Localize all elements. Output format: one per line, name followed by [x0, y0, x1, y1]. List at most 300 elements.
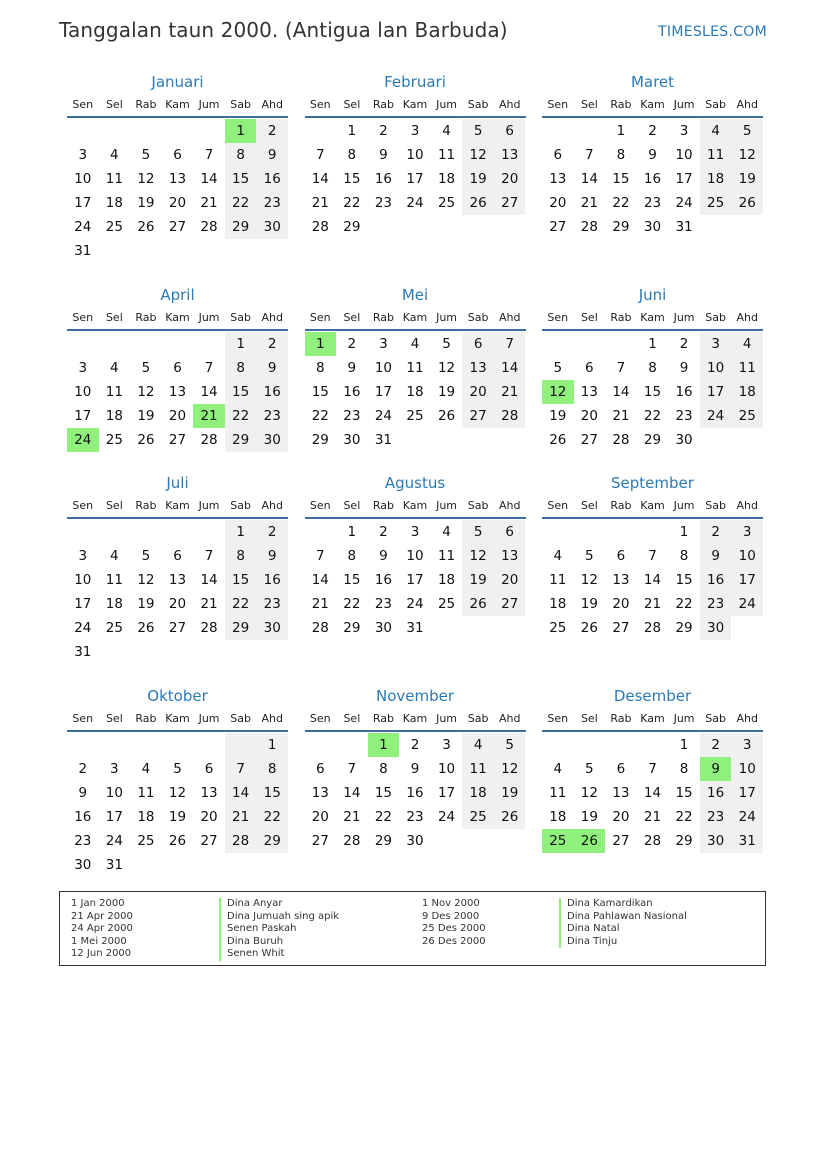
day-cell: 20: [168, 408, 187, 424]
weekday-label: Sen: [72, 499, 94, 512]
empty-cell: [130, 733, 162, 757]
weekday-label: Jum: [673, 712, 695, 725]
day-cell: 25: [406, 408, 424, 424]
weekday-label: Kam: [640, 712, 665, 725]
weekday-label: Kam: [402, 311, 428, 324]
weekday-label: Jum: [198, 98, 220, 111]
holiday-name: Senen Whit: [219, 948, 339, 961]
day-cell: 27: [168, 432, 187, 448]
day-cell: 11: [700, 143, 732, 167]
weekday-header: [67, 94, 288, 118]
day-cell: 12: [168, 785, 187, 801]
weekday-label: Jum: [198, 311, 220, 324]
day-cell: 3: [110, 761, 119, 777]
day-cell: 19: [462, 568, 494, 592]
day-cell: 21: [494, 380, 526, 404]
empty-cell: [542, 520, 574, 544]
month-desember: [542, 684, 763, 877]
month-mei: [305, 283, 526, 452]
brand-link[interactable]: TIMESLES.COM: [658, 24, 767, 40]
holiday-date: 24 Apr 2000: [71, 923, 133, 934]
day-cell: 28: [200, 432, 218, 448]
month-name: April: [160, 286, 195, 304]
day-cell: 27: [200, 833, 218, 849]
day-cell: 20: [168, 596, 187, 612]
day-cell: 24: [67, 428, 99, 452]
day-cell: 29: [256, 829, 288, 853]
empty-cell: [130, 119, 162, 143]
day-cell: 29: [675, 620, 693, 636]
empty-cell: [399, 215, 431, 239]
empty-cell: [574, 520, 606, 544]
day-cell: 17: [374, 384, 393, 400]
day-cell: 17: [74, 195, 92, 211]
weekday-header: [542, 708, 763, 732]
empty-cell: [130, 520, 162, 544]
day-cell: 11: [105, 384, 123, 400]
day-cell: 29: [225, 215, 257, 239]
day-cell: 13: [494, 544, 526, 568]
weekday-label: Ahd: [498, 311, 521, 324]
day-cell: 25: [105, 432, 123, 448]
empty-cell: [605, 520, 637, 544]
day-cell: 20: [612, 809, 630, 825]
day-cell: 26: [437, 408, 456, 424]
weekday-label: Kam: [165, 311, 190, 324]
day-cell: 5: [585, 548, 594, 564]
weekday-label: Rab: [135, 311, 157, 324]
day-cell: 13: [549, 171, 567, 187]
day-cell: 10: [406, 147, 424, 163]
day-cell: 2: [78, 761, 88, 777]
day-cell: 26: [494, 805, 526, 829]
day-cell: 21: [643, 596, 662, 612]
empty-cell: [431, 829, 463, 853]
empty-cell: [462, 215, 494, 239]
day-cell: 31: [374, 432, 393, 448]
weekday-label: Rab: [372, 499, 394, 512]
day-cell: 2: [700, 733, 732, 757]
day-cell: 7: [616, 360, 626, 376]
day-cell: 15: [311, 384, 329, 400]
day-cell: 11: [437, 548, 456, 564]
empty-cell: [494, 215, 526, 239]
empty-cell: [193, 640, 225, 664]
day-cell: 12: [494, 757, 526, 781]
empty-cell: [256, 640, 288, 664]
day-cell: 13: [168, 572, 187, 588]
weekday-header: [67, 307, 288, 331]
weekday-label: Sel: [580, 311, 598, 324]
day-cell: 20: [612, 596, 630, 612]
day-cell: 13: [494, 143, 526, 167]
day-cell: 8: [256, 757, 288, 781]
day-cell: 3: [700, 332, 732, 356]
day-cell: 8: [347, 548, 357, 564]
day-cell: 18: [462, 781, 494, 805]
day-grid: [305, 119, 526, 239]
empty-cell: [67, 520, 99, 544]
empty-cell: [67, 119, 99, 143]
weekday-label: Jum: [436, 311, 458, 324]
day-cell: 20: [200, 809, 218, 825]
weekday-label: Sel: [343, 311, 361, 324]
weekday-label: Sab: [705, 499, 726, 512]
day-cell: 1: [679, 737, 689, 753]
weekday-header: [542, 307, 763, 331]
day-cell: 22: [256, 805, 288, 829]
day-cell: 12: [580, 572, 598, 588]
weekday-label: Sen: [309, 499, 331, 512]
weekday-label: Sen: [547, 98, 569, 111]
day-cell: 15: [225, 568, 257, 592]
day-cell: 28: [311, 620, 329, 636]
day-cell: 26: [462, 191, 494, 215]
day-cell: 18: [105, 408, 123, 424]
day-cell: 7: [648, 548, 657, 564]
day-cell: 2: [347, 336, 357, 352]
day-cell: 18: [105, 596, 123, 612]
holiday-date: 9 Des 2000: [422, 910, 480, 922]
day-cell: 9: [256, 544, 288, 568]
day-cell: 1: [368, 733, 400, 757]
day-cell: 25: [542, 829, 574, 853]
day-cell: 15: [643, 384, 662, 400]
day-cell: 28: [643, 620, 662, 636]
day-cell: 27: [494, 191, 526, 215]
day-cell: 26: [137, 219, 155, 235]
month-november: [305, 684, 526, 877]
holiday-date: 21 Apr 2000: [71, 910, 133, 922]
day-cell: 21: [225, 805, 257, 829]
day-cell: 6: [494, 119, 526, 143]
day-cell: 25: [437, 596, 456, 612]
day-cell: 8: [225, 356, 257, 380]
empty-cell: [193, 239, 225, 263]
holiday-date: 26 Des 2000: [422, 935, 486, 947]
day-cell: 23: [406, 809, 424, 825]
day-cell: 9: [347, 360, 357, 376]
day-cell: 15: [256, 781, 288, 805]
empty-cell: [193, 119, 225, 143]
day-cell: 13: [311, 785, 329, 801]
empty-cell: [225, 640, 257, 664]
day-grid: [305, 332, 526, 452]
weekday-header: [67, 495, 288, 519]
empty-cell: [162, 640, 194, 664]
weekday-label: Sen: [72, 98, 94, 111]
day-cell: 8: [648, 360, 657, 376]
day-cell: 9: [700, 757, 732, 781]
day-cell: 4: [410, 336, 420, 352]
weekday-label: Sel: [105, 311, 123, 324]
day-cell: 5: [173, 761, 182, 777]
weekday-label: Rab: [610, 98, 632, 111]
day-cell: 5: [141, 147, 151, 163]
day-cell: 7: [315, 548, 325, 564]
weekday-label: Sen: [309, 98, 331, 111]
day-cell: 30: [643, 219, 662, 235]
day-cell: 25: [731, 404, 763, 428]
empty-cell: [99, 119, 131, 143]
empty-cell: [99, 332, 131, 356]
weekday-label: Sab: [467, 98, 489, 111]
empty-cell: [305, 733, 337, 757]
day-cell: 21: [643, 809, 662, 825]
day-cell: 16: [675, 384, 693, 400]
holiday-date: 1 Jan 2000: [71, 898, 125, 909]
empty-cell: [305, 119, 337, 143]
day-cell: 7: [347, 761, 357, 777]
day-cell: 5: [141, 548, 151, 564]
day-cell: 7: [494, 332, 526, 356]
weekday-label: Sab: [230, 98, 251, 111]
empty-cell: [637, 733, 669, 757]
day-cell: 17: [731, 781, 763, 805]
weekday-label: Rab: [610, 712, 632, 725]
day-cell: 22: [225, 404, 257, 428]
day-cell: 30: [374, 620, 393, 636]
day-cell: 28: [225, 829, 257, 853]
day-cell: 7: [585, 147, 594, 163]
weekday-label: Kam: [640, 311, 665, 324]
day-cell: 4: [110, 548, 119, 564]
day-cell: 29: [343, 620, 361, 636]
day-cell: 18: [549, 809, 567, 825]
day-cell: 7: [315, 147, 325, 163]
day-cell: 2: [256, 332, 288, 356]
day-cell: 14: [343, 785, 361, 801]
day-cell: 2: [700, 520, 732, 544]
empty-cell: [193, 332, 225, 356]
weekday-label: Jum: [673, 98, 695, 111]
empty-cell: [431, 616, 463, 640]
day-cell: 17: [700, 380, 732, 404]
day-cell: 1: [648, 336, 657, 352]
weekday-label: Jum: [436, 98, 458, 111]
day-cell: 12: [462, 143, 494, 167]
day-cell: 8: [225, 143, 257, 167]
day-cell: 4: [442, 524, 451, 540]
day-cell: 19: [580, 596, 598, 612]
day-cell: 12: [137, 171, 155, 187]
day-cell: 24: [406, 596, 424, 612]
day-cell: 11: [105, 171, 123, 187]
day-cell: 30: [343, 432, 361, 448]
empty-cell: [162, 332, 194, 356]
day-cell: 28: [580, 219, 598, 235]
empty-cell: [542, 733, 574, 757]
weekday-label: Sel: [343, 712, 361, 725]
day-cell: 20: [494, 568, 526, 592]
legend-left-names: [219, 898, 339, 961]
empty-cell: [130, 640, 162, 664]
day-cell: 21: [200, 195, 218, 211]
day-cell: 14: [643, 572, 662, 588]
day-grid: [67, 332, 288, 452]
day-cell: 15: [675, 785, 693, 801]
day-cell: 14: [225, 781, 257, 805]
day-cell: 10: [700, 356, 732, 380]
day-cell: 1: [256, 733, 288, 757]
day-cell: 6: [204, 761, 214, 777]
day-cell: 2: [379, 524, 388, 540]
day-cell: 24: [74, 620, 92, 636]
day-cell: 6: [173, 548, 182, 564]
empty-cell: [399, 428, 431, 452]
day-cell: 23: [256, 404, 288, 428]
day-cell: 16: [374, 572, 393, 588]
day-cell: 4: [553, 548, 563, 564]
day-cell: 13: [612, 785, 630, 801]
day-cell: 19: [731, 167, 763, 191]
day-cell: 8: [616, 147, 626, 163]
day-cell: 13: [612, 572, 630, 588]
month-name: November: [375, 687, 455, 705]
weekday-label: Rab: [610, 499, 632, 512]
day-cell: 18: [105, 195, 123, 211]
day-cell: 1: [679, 524, 689, 540]
day-cell: 5: [553, 360, 563, 376]
day-cell: 14: [580, 171, 598, 187]
day-cell: 20: [311, 809, 329, 825]
weekday-header: [305, 307, 526, 331]
day-cell: 15: [225, 167, 257, 191]
weekday-label: Rab: [372, 311, 394, 324]
day-cell: 28: [612, 432, 630, 448]
weekday-label: Sel: [105, 499, 123, 512]
day-cell: 4: [141, 761, 151, 777]
day-cell: 27: [580, 432, 598, 448]
month-januari: [67, 70, 288, 263]
day-cell: 2: [648, 123, 657, 139]
day-cell: 3: [410, 524, 420, 540]
day-cell: 8: [379, 761, 388, 777]
day-cell: 31: [74, 243, 92, 259]
day-cell: 8: [347, 147, 357, 163]
day-cell: 23: [256, 592, 288, 616]
day-cell: 26: [574, 829, 606, 853]
weekday-label: Jum: [436, 499, 458, 512]
day-cell: 3: [78, 360, 88, 376]
day-cell: 25: [549, 620, 567, 636]
day-cell: 9: [379, 147, 388, 163]
weekday-label: Ahd: [736, 712, 758, 725]
day-cell: 4: [110, 147, 119, 163]
day-cell: 10: [374, 360, 393, 376]
day-cell: 3: [410, 123, 420, 139]
empty-cell: [542, 332, 574, 356]
empty-cell: [336, 733, 368, 757]
empty-cell: [431, 428, 463, 452]
month-row: [67, 70, 763, 263]
day-cell: 12: [137, 572, 155, 588]
empty-cell: [637, 520, 669, 544]
weekday-label: Sel: [580, 712, 598, 725]
day-cell: 21: [311, 596, 329, 612]
weekday-label: Sen: [309, 311, 331, 324]
empty-cell: [256, 853, 288, 877]
weekday-header: [542, 495, 763, 519]
day-cell: 24: [731, 592, 763, 616]
holiday-name: Dina Kamardikan: [559, 898, 687, 911]
month-name: Juni: [638, 286, 667, 304]
empty-cell: [162, 239, 194, 263]
month-juli: [67, 471, 288, 664]
empty-cell: [731, 616, 763, 640]
weekday-label: Sab: [230, 712, 251, 725]
day-cell: 1: [225, 119, 257, 143]
day-cell: 26: [549, 432, 567, 448]
day-cell: 16: [256, 167, 288, 191]
day-cell: 16: [74, 809, 92, 825]
day-cell: 29: [225, 428, 257, 452]
month-name: Januari: [151, 73, 204, 91]
weekday-label: Kam: [640, 499, 665, 512]
day-cell: 27: [494, 592, 526, 616]
day-cell: 9: [256, 143, 288, 167]
day-cell: 2: [256, 520, 288, 544]
day-cell: 22: [374, 809, 393, 825]
weekday-label: Sab: [705, 712, 726, 725]
empty-cell: [130, 332, 162, 356]
day-cell: 21: [311, 195, 329, 211]
weekday-label: Ahd: [736, 499, 758, 512]
day-cell: 29: [675, 833, 693, 849]
empty-cell: [193, 520, 225, 544]
day-cell: 20: [549, 195, 567, 211]
day-cell: 25: [105, 620, 123, 636]
legend-right-names: [559, 898, 687, 948]
empty-cell: [162, 520, 194, 544]
day-cell: 3: [78, 147, 88, 163]
day-cell: 26: [168, 833, 187, 849]
day-cell: 30: [675, 432, 693, 448]
weekday-label: Ahd: [261, 712, 283, 725]
day-cell: 16: [700, 568, 732, 592]
weekday-label: Ahd: [261, 499, 283, 512]
empty-cell: [225, 733, 257, 757]
day-cell: 21: [343, 809, 361, 825]
empty-cell: [574, 332, 606, 356]
day-cell: 25: [137, 833, 155, 849]
weekday-header: [67, 708, 288, 732]
holiday-date: 12 Jun 2000: [71, 948, 132, 959]
holiday-name: Dina Buruh: [219, 936, 339, 949]
day-cell: 16: [374, 171, 393, 187]
day-cell: 27: [612, 833, 630, 849]
day-cell: 16: [256, 380, 288, 404]
weekday-label: Ahd: [498, 712, 521, 725]
day-cell: 22: [343, 596, 361, 612]
weekday-label: Kam: [165, 98, 190, 111]
day-cell: 14: [494, 356, 526, 380]
day-cell: 11: [462, 757, 494, 781]
holiday-date: 25 Des 2000: [422, 923, 486, 934]
day-cell: 23: [343, 408, 361, 424]
day-cell: 6: [616, 548, 626, 564]
day-cell: 15: [343, 171, 361, 187]
day-cell: 10: [731, 544, 763, 568]
day-cell: 19: [462, 167, 494, 191]
day-cell: 9: [679, 360, 689, 376]
day-cell: 15: [612, 171, 630, 187]
day-cell: 27: [168, 219, 187, 235]
day-cell: 1: [225, 520, 257, 544]
day-cell: 31: [105, 857, 123, 873]
weekday-label: Sab: [467, 499, 489, 512]
day-cell: 9: [256, 356, 288, 380]
